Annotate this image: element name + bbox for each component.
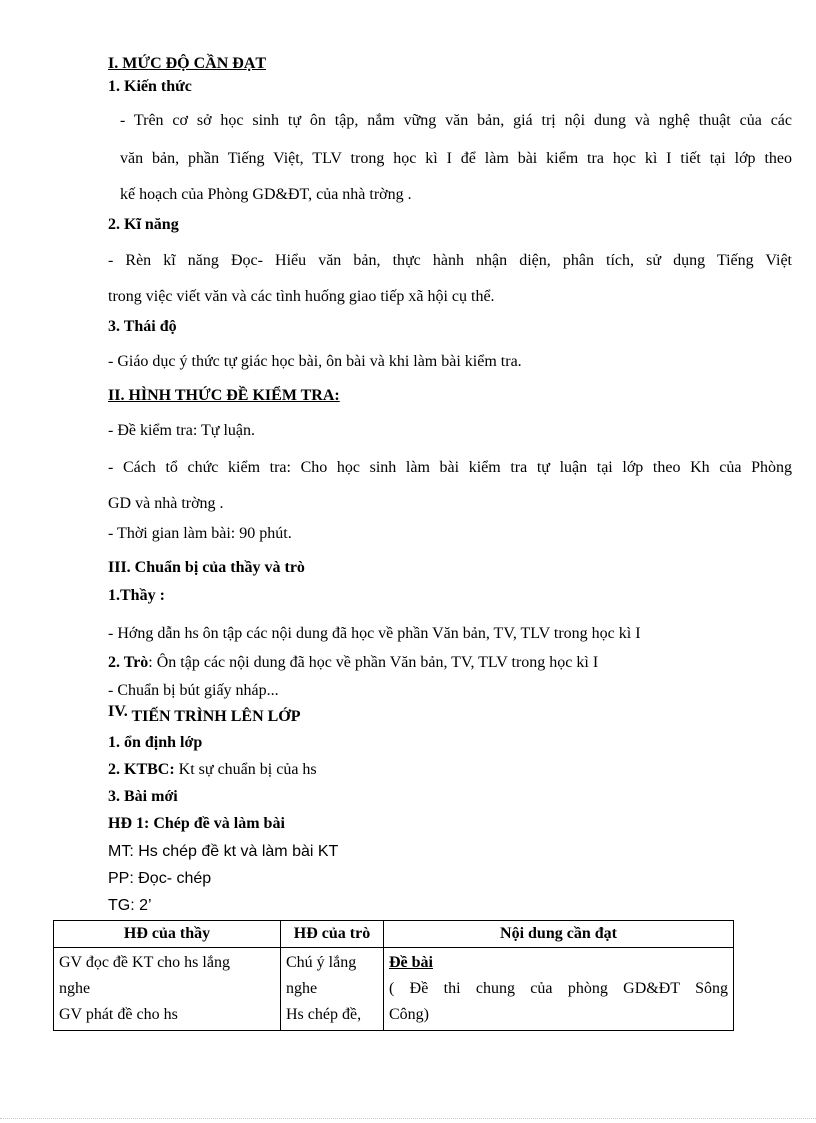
cell-text: nghe	[59, 980, 91, 997]
section-4-number: IV.	[108, 703, 128, 720]
cell-noi-dung	[384, 948, 734, 1031]
bai-moi: 3. Bài mới	[108, 788, 178, 805]
hinh-thuc-line-3: GD và nhà trờng .	[108, 495, 224, 512]
ktbc-line	[108, 760, 317, 780]
cell-hd-thay	[54, 948, 281, 1031]
cell-text: nghe	[286, 980, 318, 997]
page-bottom-divider	[0, 1118, 816, 1119]
tro-extra: - Chuẩn bị bút giấy nháp...	[108, 682, 279, 699]
pp-line: PP: Đọc- chép	[108, 870, 212, 887]
cell-text: Công)	[389, 1006, 429, 1023]
section-3-heading: III. Chuẩn bị của thầy và trò	[108, 559, 305, 576]
tro-line	[108, 653, 598, 673]
tg-line: TG: 2’	[108, 897, 152, 914]
cell-text: GV phát đề cho hs	[59, 1006, 178, 1023]
activity-table	[53, 920, 734, 1031]
section-2-heading: II. HÌNH THỨC ĐỀ KIỂM TRA:	[108, 387, 340, 404]
table-header-row	[54, 921, 734, 948]
mt-line: MT: Hs chép đề kt và làm bài KT	[108, 843, 339, 860]
ktbc-text: Kt sự chuẩn bị của hs	[174, 761, 317, 778]
section-4-title: TIẾN TRÌNH LÊN LỚP	[131, 708, 301, 725]
ki-nang-line-1: - Rèn kĩ năng Đọc- Hiểu văn bản, thực hành nhận diện, phân tích, sử dụng Tiếng Việt	[108, 252, 792, 269]
hinh-thuc-line-1: - Đề kiểm tra: Tự luận.	[108, 422, 255, 439]
tro-label: 2. Trò	[108, 654, 149, 671]
thai-do-line-1: - Giáo dục ý thức tự giác học bài, ôn bài và khi làm bài kiểm tra.	[108, 353, 522, 370]
header-hd-tro: HĐ của trò	[281, 921, 384, 948]
thay-label: 1.Thầy :	[108, 587, 165, 604]
section-1-heading: I. MỨC ĐỘ CẦN ĐẠT	[108, 55, 267, 72]
cell-text: GV đọc đề KT cho hs lắng	[59, 954, 230, 971]
hinh-thuc-line-2: - Cách tổ chức kiểm tra: Cho học sinh làm bài kiểm tra tự luận tại lớp theo Kh của Phòng	[108, 459, 792, 476]
subheading-kien-thuc: 1. Kiến thức	[108, 78, 192, 95]
hinh-thuc-line-4: - Thời gian làm bài: 90 phút.	[108, 525, 292, 542]
tro-text: : Ôn tập các nội dung đã học về phần Văn bản, TV, TLV trong học kì I	[148, 654, 599, 671]
cell-text: Hs chép đề,	[286, 1006, 362, 1023]
header-noi-dung: Nội dung cần đạt	[384, 921, 734, 948]
cell-hd-tro	[281, 948, 384, 1031]
cell-text: Chú ý lắng	[286, 954, 357, 971]
ki-nang-line-2: trong việc viết văn và các tình huống giao tiếp xã hội cụ thể.	[108, 288, 495, 305]
header-hd-thay: HĐ của thầy	[54, 921, 281, 948]
thay-text: - Hớng dẫn hs ôn tập các nội dung đã học về phần Văn bản, TV, TLV trong học kì I	[108, 625, 641, 642]
section-4-heading	[108, 702, 301, 725]
subheading-ki-nang: 2. Kĩ năng	[108, 216, 179, 233]
kien-thuc-line-3: kế hoạch của Phòng GD&ĐT, của nhà trờng .	[120, 186, 412, 203]
de-bai-title: Đề bài	[389, 954, 433, 971]
table-row	[54, 948, 734, 1031]
kien-thuc-line-1: - Trên cơ sở học sinh tự ôn tập, nắm vững văn bản, giá trị nội dung và nghệ thuật của các	[120, 112, 792, 129]
cell-text: ( Đề thi chung của phòng GD&ĐT Sông	[389, 980, 728, 997]
ktbc-label: 2. KTBC:	[108, 761, 175, 778]
kien-thuc-line-2: văn bản, phần Tiếng Việt, TLV trong học kì I để làm bài kiểm tra học kì I tiết tại lớp theo	[120, 150, 792, 167]
on-dinh-lop: 1. ổn định lớp	[108, 734, 203, 751]
hd1-heading: HĐ 1: Chép đề và làm bài	[108, 815, 285, 832]
subheading-thai-do: 3. Thái độ	[108, 318, 177, 335]
